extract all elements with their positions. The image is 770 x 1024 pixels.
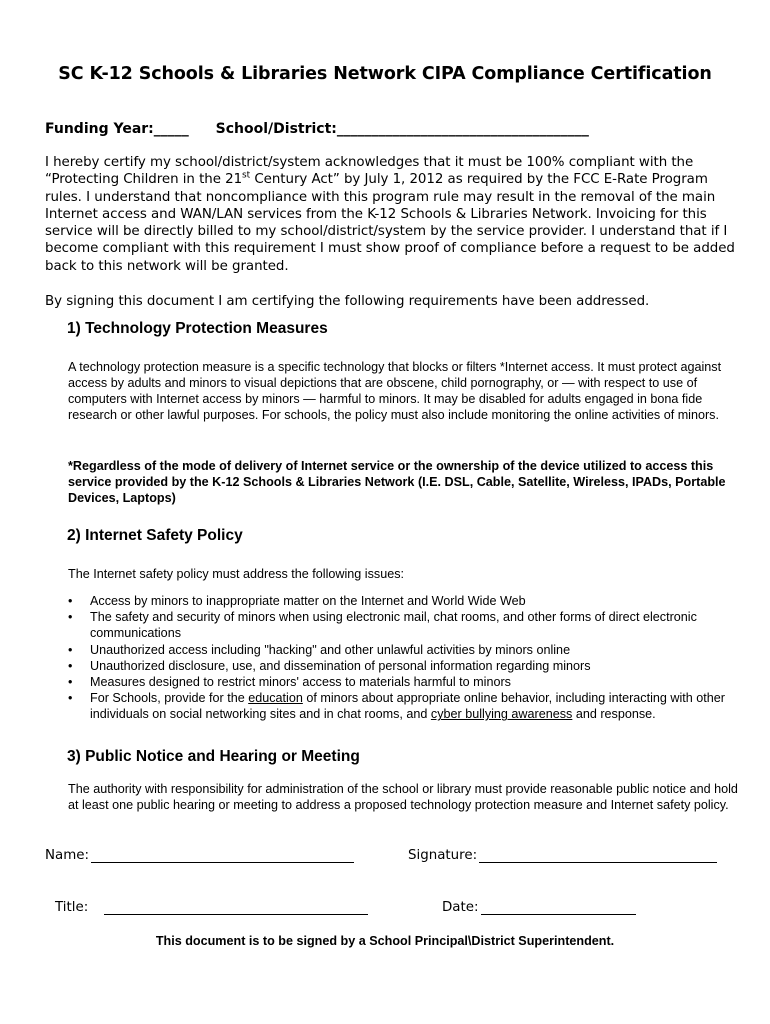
school-district-blank[interactable]: ____________________________________ (336, 121, 589, 137)
intro-paragraph (45, 154, 735, 275)
bullet-icon: • (68, 610, 73, 625)
signature-label: Signature: (408, 848, 478, 863)
name-label: Name: (45, 848, 90, 863)
bullet-icon: • (68, 675, 73, 690)
list-item (68, 593, 738, 609)
section3-body: The authority with responsibility for administration of the school or library must provide reasonable public notice and hold at least one public hearing or meeting to address a proposed technology protection measure and Internet safety policy. (68, 782, 738, 813)
list-item (68, 690, 738, 722)
bullet-icon: • (68, 642, 73, 657)
list-item-text: The safety and security of minors when using electronic mail, chat rooms, and other forms of direct electronic communications (90, 610, 697, 641)
list-item-text: of minors about appropriate online behavior, including interacting with other individuals on social networking sites and in chat rooms, and (90, 691, 725, 722)
section2-heading: 2) Internet Safety Policy (67, 527, 243, 544)
funding-year-row (45, 121, 725, 137)
title-field (55, 900, 368, 915)
list-item-text: Measures designed to restrict minors' access to materials harmful to minors (90, 675, 511, 690)
school-district-label: School/District: (215, 121, 337, 137)
bullet-icon: • (68, 594, 73, 608)
list-item-text: Unauthorized disclosure, use, and dissemination of personal information regarding minors (90, 658, 591, 673)
signing-statement: By signing this document I am certifying the following requirements have been addressed. (45, 294, 650, 309)
funding-year-blank[interactable]: _____ (153, 121, 189, 137)
intro-superscript: st (242, 170, 251, 181)
section3-heading: 3) Public Notice and Hearing or Meeting (67, 748, 360, 765)
list-item (68, 642, 738, 658)
section2-intro: The Internet safety policy must address the following issues: (68, 567, 404, 581)
footer-note: This document is to be signed by a School Principal\District Superintendent. (155, 934, 615, 948)
bullet-icon: • (68, 691, 73, 706)
list-item-text: Access by minors to inappropriate matter on the Internet and World Wide Web (90, 594, 526, 608)
list-item-text: For Schools, provide for the (90, 691, 249, 706)
list-item-text: and response. (572, 707, 656, 722)
list-item (68, 658, 738, 674)
section1-note: *Regardless of the mode of delivery of Internet service or the ownership of the device utilized to access this service provided by the K-12 Schools & Libraries Network (I.E. DSL, Cable, Satellite, Wireless, IPADs, Portable Devices, Laptops) (68, 459, 726, 506)
cyber-bullying-link[interactable]: cyber bullying awareness (430, 707, 573, 722)
name-field (45, 848, 354, 863)
signature-field (408, 848, 717, 863)
name-input-line[interactable] (91, 848, 354, 863)
title-input-line[interactable] (104, 900, 368, 915)
section1-text: A technology protection measure is a specific technology that blocks or filters *Internet access. It must protect against access by adults and minors to visual depictions that are obscene, child pornography, or — with respect to use of computers with Internet access by minors — harmful to minors. It may be disabled for adults engaged in bona fide research or other lawful purposes. For schools, the policy must also include monitoring the online activities of minors. (68, 360, 722, 423)
education-link[interactable]: education (248, 691, 303, 706)
funding-year-label: Funding Year: (45, 121, 154, 137)
section1-heading: 1) Technology Protection Measures (67, 320, 328, 337)
intro-text-part1: I hereby certify my school/district/system acknowledges that it must be 100% compliant with the “Protecting Children in the 21 (45, 155, 694, 188)
section1-body (68, 359, 738, 423)
signature-input-line[interactable] (479, 848, 717, 863)
date-label: Date: (442, 900, 479, 915)
date-input-line[interactable] (481, 900, 636, 915)
date-field (442, 900, 636, 915)
list-item (68, 674, 738, 690)
list-item-text: Unauthorized access including "hacking" and other unlawful activities by minors online (90, 642, 571, 657)
title-label: Title: (55, 900, 89, 915)
bullet-icon: • (68, 658, 73, 673)
document-title: SC K-12 Schools & Libraries Network CIPA Compliance Certification (58, 64, 712, 84)
intro-text-part2: Century Act” by July 1, 2012 as required by the FCC E-Rate Program rules. I understand that noncompliance with this program rule may result in the removal of the main Internet access and WAN/LAN services from the K-12 Schools & Libraries Network. Invoicing for this service will be directly billed to my school/district/system by the service provider. I understand that if I become compliant with this requirement I must show proof of compliance before a request to be added back to this network will be granted. (45, 172, 735, 274)
list-item (68, 609, 738, 641)
safety-policy-list (68, 593, 738, 723)
